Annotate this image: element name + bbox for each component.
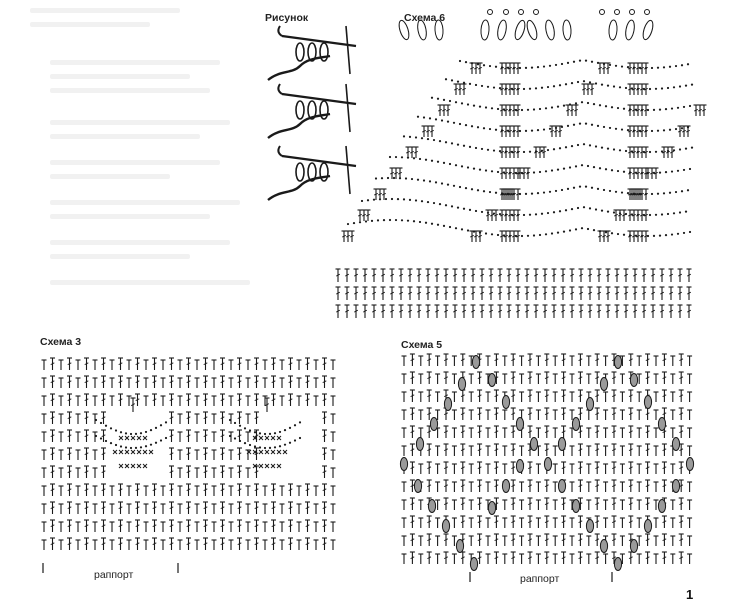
scheme-3-repeat-label: раппорт — [94, 569, 134, 581]
crochet-hook-step-1-icon — [268, 26, 356, 80]
crochet-hook-step-3-icon — [268, 146, 356, 200]
scheme-5-chart — [400, 354, 693, 582]
crochet-figure-illustrations — [268, 26, 356, 200]
scheme-6-chart — [336, 10, 707, 319]
scheme-3-chart — [42, 358, 336, 573]
page-number: 1 — [686, 587, 694, 602]
scheme-5-repeat-label: раппорт — [520, 573, 560, 585]
scheme-5-title: Схема 5 — [401, 339, 443, 351]
crochet-hook-step-2-icon — [268, 84, 356, 138]
figure-title: Рисунок — [265, 12, 309, 24]
scheme-3-title: Схема 3 — [40, 336, 82, 348]
scheme-6-title: Схема 6 — [404, 12, 446, 24]
